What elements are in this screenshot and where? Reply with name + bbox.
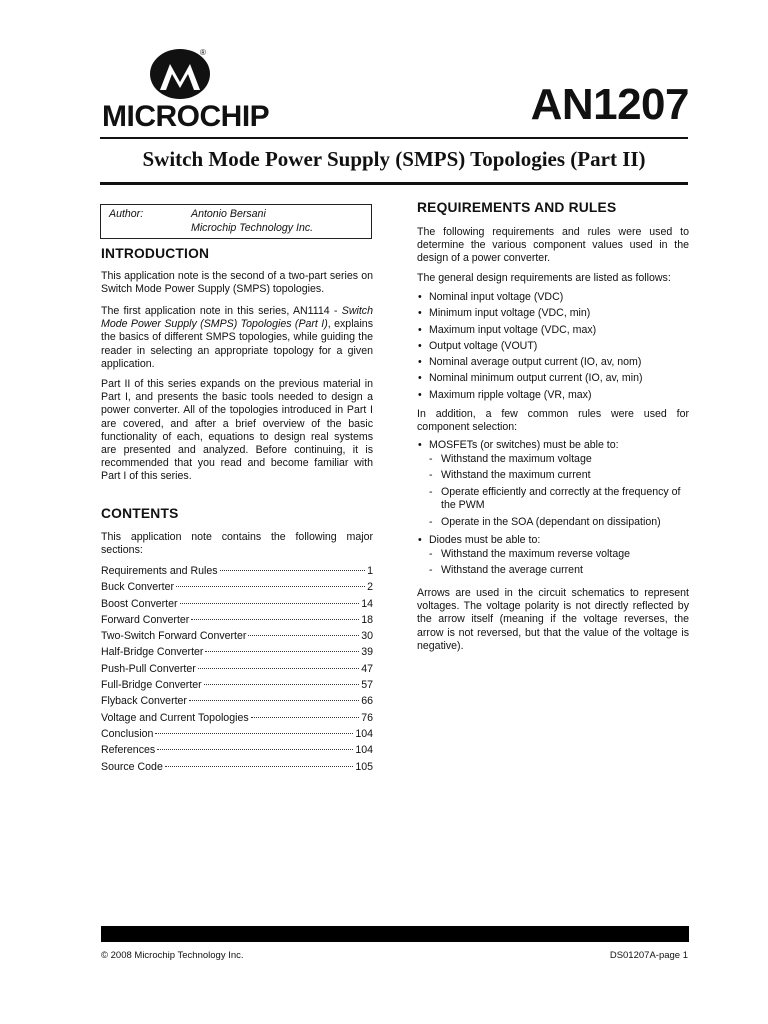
intro-p2-pre: The first application note in this series, AN1114 - xyxy=(101,305,342,317)
toc-leader-dots xyxy=(191,619,359,620)
registered-mark: ® xyxy=(200,48,206,57)
contents-intro: This application note contains the following major sections: xyxy=(101,531,373,557)
toc-entry-title: Push-Pull Converter xyxy=(101,662,196,675)
toc-entry-title: Boost Converter xyxy=(101,597,178,610)
requirement-item: • Output voltage (VOUT) xyxy=(417,338,689,354)
toc-entry[interactable] xyxy=(101,644,373,660)
footer-copyright: © 2008 Microchip Technology Inc. xyxy=(101,950,244,961)
header-rule-top xyxy=(100,137,688,139)
diode-rule xyxy=(417,532,689,548)
intro-p2-post: , explains the basics of different SMPS topologies, while guiding the reader in selecting an appropriate topology for a given application. xyxy=(101,318,373,370)
mosfet-sublist xyxy=(417,453,689,529)
toc-entry-title: Full-Bridge Converter xyxy=(101,679,202,692)
toc-leader-dots xyxy=(205,651,359,652)
toc-entry[interactable] xyxy=(101,710,373,726)
toc-entry[interactable] xyxy=(101,693,373,709)
toc-leader-dots xyxy=(165,766,353,767)
toc-entry[interactable] xyxy=(101,677,373,693)
toc-leader-dots xyxy=(248,635,359,636)
toc-entry[interactable] xyxy=(101,759,373,775)
toc-entry-page: 104 xyxy=(355,744,373,757)
toc-entry-title: Buck Converter xyxy=(101,581,175,594)
part-one-reference: Switch Mode Power Supply (SMPS) Topologies (Part I) xyxy=(101,305,373,331)
footer-page-ref: DS01207A-page 1 xyxy=(609,950,688,961)
toc-entry[interactable] xyxy=(101,726,373,742)
toc-entry[interactable] xyxy=(101,579,373,595)
document-number: AN1207 xyxy=(530,80,689,129)
author-company: Microchip Technology Inc. xyxy=(191,222,314,234)
toc-entry-title: Forward Converter xyxy=(101,613,190,626)
header-rule-bottom xyxy=(100,182,688,185)
toc-entry-page: 14 xyxy=(361,597,373,610)
requirements-paragraph-2: The general design requirements are listed as follows: xyxy=(417,272,671,284)
toc-entry-title: References xyxy=(101,744,156,757)
toc-entry[interactable] xyxy=(101,563,373,579)
toc-entry-title: Voltage and Current Topologies xyxy=(101,711,249,724)
toc-entry[interactable] xyxy=(101,661,373,677)
toc-entry-page: 39 xyxy=(361,646,373,659)
logo-wordmark: MICROCHIP xyxy=(102,100,270,133)
toc-leader-dots xyxy=(157,749,353,750)
requirement-item: • Minimum input voltage (VDC, min) xyxy=(417,305,689,321)
diode-item: • Diodes must be able to: xyxy=(417,532,689,548)
toc-leader-dots xyxy=(176,586,365,587)
toc-entry[interactable] xyxy=(101,628,373,644)
toc-entry-title: Conclusion xyxy=(101,727,154,740)
diode-subitem: - Withstand the maximum reverse voltage xyxy=(417,548,689,562)
toc-leader-dots xyxy=(189,700,359,701)
requirement-item: • Nominal minimum output current (IO, av, min) xyxy=(417,370,689,386)
intro-paragraph-2 xyxy=(101,305,373,371)
toc-entry-page: 104 xyxy=(355,727,373,740)
toc-entry-page: 1 xyxy=(367,565,373,577)
mosfet-item: • MOSFETs (or switches) must be able to: xyxy=(417,437,689,453)
requirements-paragraph-4: Arrows are used in the circuit schematics to represent voltages. The voltage polarity is not directly reflected by the arrow itself (meaning if the voltage reverses, the arrow is not reversed, but that the value of the voltage is negative). xyxy=(417,587,689,652)
mosfet-subitem: - Withstand the maximum voltage xyxy=(417,453,689,467)
author-label: Author: xyxy=(109,208,144,220)
toc-leader-dots xyxy=(251,717,360,718)
toc-leader-dots xyxy=(204,684,360,685)
author-name: Antonio Bersani xyxy=(191,208,266,220)
toc-entry-title: Half-Bridge Converter xyxy=(101,646,204,659)
toc-entry-page: 18 xyxy=(361,613,373,626)
toc-entry-page: 47 xyxy=(361,662,373,675)
toc-entry[interactable] xyxy=(101,612,373,628)
toc-leader-dots xyxy=(155,733,353,734)
document-title: Switch Mode Power Supply (SMPS) Topologies (Part II) xyxy=(142,147,646,171)
requirements-list xyxy=(417,289,689,403)
requirement-item: • Nominal average output current (IO, av, nom) xyxy=(417,354,689,370)
toc-entry-page: 76 xyxy=(361,711,373,724)
toc-entry[interactable] xyxy=(101,596,373,612)
toc-entry-title: Two-Switch Forward Converter xyxy=(101,630,247,643)
requirement-item: • Maximum input voltage (VDC, max) xyxy=(417,322,689,338)
toc-leader-dots xyxy=(220,570,366,571)
toc-entry-page: 66 xyxy=(361,695,373,708)
requirements-paragraph-3: In addition, a few common rules were used for component selection: xyxy=(417,408,689,434)
requirement-item: • Nominal input voltage (VDC) xyxy=(417,289,689,305)
author-box xyxy=(100,204,372,239)
toc-entry-page: 105 xyxy=(355,760,373,773)
mosfet-subitem: - Operate in the SOA (dependant on dissipation) xyxy=(417,516,689,530)
toc-leader-dots xyxy=(198,668,359,669)
contents-heading: CONTENTS xyxy=(101,506,179,521)
toc-entry-page: 30 xyxy=(361,630,373,643)
mosfet-rule xyxy=(417,437,689,453)
toc-entry[interactable] xyxy=(101,742,373,758)
intro-paragraph-1: This application note is the second of a two-part series on Switch Mode Power Supply (SMPS) topologies. xyxy=(101,270,373,296)
toc-leader-dots xyxy=(180,603,360,604)
diode-sublist xyxy=(417,548,689,578)
component-rules xyxy=(417,437,689,581)
toc-entry-title: Flyback Converter xyxy=(101,695,187,708)
diode-subitem: - Withstand the average current xyxy=(417,564,689,578)
requirements-paragraph-1: The following requirements and rules were used to determine the various component values used in the design of a power converter. xyxy=(417,226,689,265)
toc-entry-title: Source Code xyxy=(101,760,163,773)
introduction-heading: INTRODUCTION xyxy=(101,246,210,261)
toc-entry-page: 2 xyxy=(367,581,373,594)
footer-bar xyxy=(101,926,689,942)
requirements-heading: REQUIREMENTS AND RULES xyxy=(417,200,617,215)
table-of-contents xyxy=(101,563,373,775)
mosfet-subitem: - Withstand the maximum current xyxy=(417,469,689,483)
requirement-item: • Maximum ripple voltage (VR, max) xyxy=(417,387,689,403)
intro-paragraph-3: Part II of this series expands on the previous material in Part I, and presents the basic tools needed to design a power converter. All of the topologies introduced in Part I are covered, and after a brief overview of the basic functionality of each, equations to design real systems are presented and analyzed. Before continuing, it is recommended that you read and become familiar with Part I of this series. xyxy=(101,378,373,483)
mosfet-subitem: - Operate efficiently and correctly at the frequency of the PWM xyxy=(417,486,689,514)
toc-entry-title: Requirements and Rules xyxy=(101,565,218,577)
toc-entry-page: 57 xyxy=(361,679,373,692)
microchip-logo xyxy=(100,48,270,133)
